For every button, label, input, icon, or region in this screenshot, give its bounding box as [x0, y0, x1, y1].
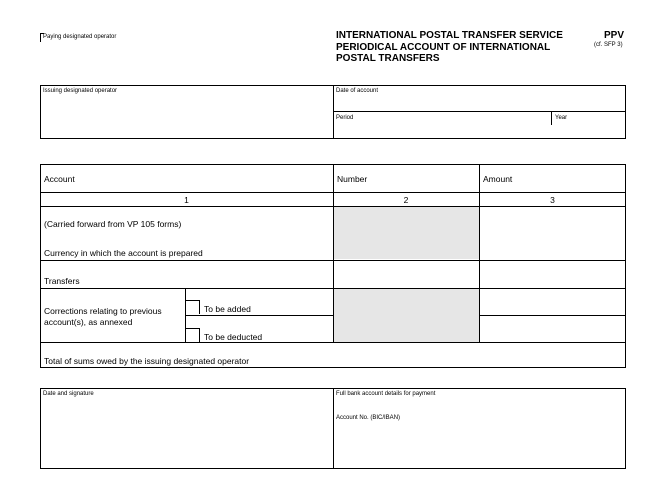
corrections-label: Corrections relating to previous account(s), as annexed: [44, 306, 162, 327]
table-col-divider-1: [333, 164, 334, 342]
to-be-deducted-label: To be deducted: [204, 332, 263, 342]
paying-operator-label: Paying designated operator: [43, 34, 117, 40]
form-title-line-2: PERIODICAL ACCOUNT OF INTERNATIONAL: [336, 41, 551, 53]
to-be-added-label: To be added: [204, 304, 251, 314]
header-number: Number: [337, 174, 368, 184]
table-header-rule: [40, 192, 626, 193]
corner-mark: [40, 33, 41, 42]
form-title-line-3: POSTAL TRANSFERS: [336, 53, 440, 64]
table-currency-rule: [40, 260, 626, 261]
period-year-divider: [551, 111, 552, 125]
date-of-account-label: Date of account: [336, 88, 379, 94]
table-colnum-rule: [40, 206, 626, 207]
added-deducted-divider: [185, 315, 333, 316]
date-period-divider: [333, 111, 626, 112]
form-title: [336, 30, 563, 65]
account-number-label: Account No. (BIC/IBAN): [336, 415, 401, 421]
bank-details-label: Full bank account details for payment: [336, 391, 436, 397]
header-amount: Amount: [483, 174, 513, 184]
to-be-added-checkbox-top: [185, 300, 199, 301]
date-signature-label: Date and signature: [43, 391, 94, 397]
form-reference: (cf. SFP 3): [594, 42, 623, 48]
transfers-label: Transfers: [44, 276, 80, 286]
form-code: PPV: [604, 30, 625, 41]
table-transfers-rule: [40, 288, 626, 289]
period-label: Period: [336, 115, 354, 121]
carried-forward-label: (Carried forward from VP 105 forms): [44, 219, 182, 229]
to-be-added-checkbox-line: [199, 300, 200, 314]
currency-label: Currency in which the account is prepared: [44, 248, 203, 258]
issuing-operator-label: Issuing designated operator: [43, 88, 118, 94]
total-label: Total of sums owed by the issuing designated operator: [44, 356, 250, 366]
table-total-rule: [40, 342, 626, 343]
column-number-2: 2: [403, 195, 409, 205]
amount-added-deducted-divider: [479, 315, 626, 316]
to-be-deducted-checkbox-line: [199, 328, 200, 342]
header-account: Account: [44, 174, 75, 184]
column-number-1: 1: [184, 195, 189, 205]
column-number-3: 3: [550, 195, 555, 205]
signature-box-divider: [333, 388, 334, 469]
year-label: Year: [555, 115, 568, 121]
top-box-divider: [333, 85, 334, 139]
corrections-divider: [185, 288, 186, 342]
form-title-line-1: INTERNATIONAL POSTAL TRANSFER SERVICE: [336, 30, 563, 41]
to-be-deducted-checkbox-top: [185, 328, 199, 329]
